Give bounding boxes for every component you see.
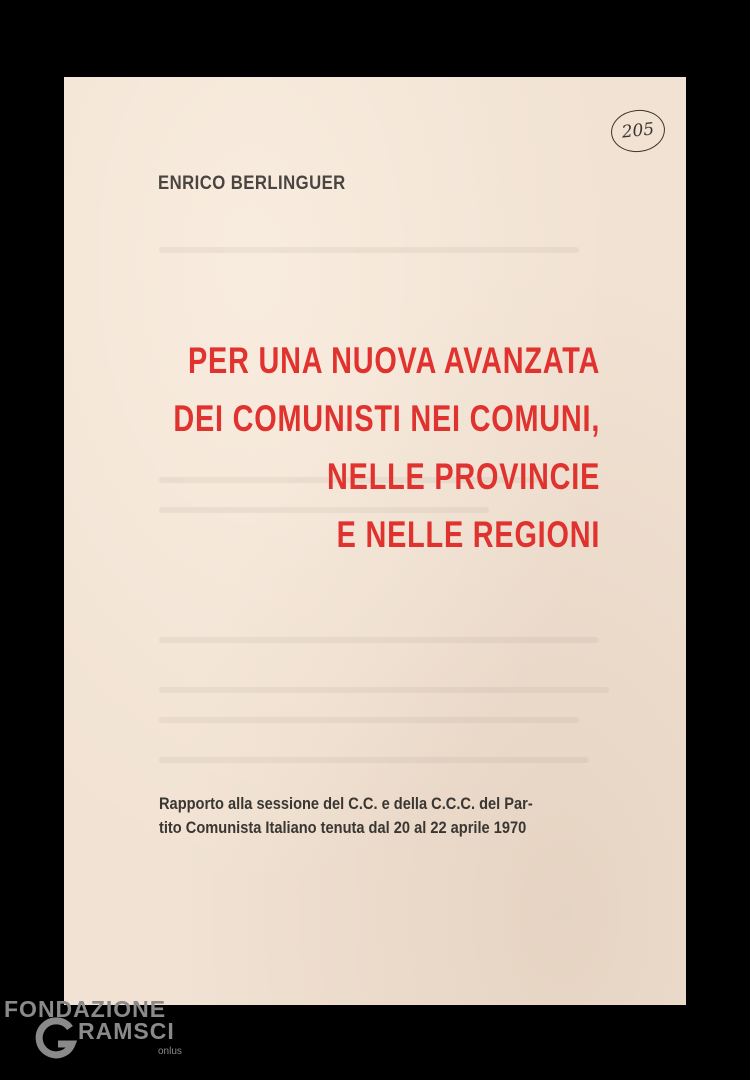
subtitle-line-1: Rapporto alla sessione del C.C. e della C.C.C. del Par- [159,794,533,813]
fondazione-gramsci-watermark [4,996,194,1076]
title-line-3: NELLE PROVINCIE [326,456,600,497]
watermark-line-1: FONDAZIONE [4,996,167,1022]
archive-number-stamp [609,107,667,154]
show-through-text [159,757,589,763]
show-through-text [159,637,599,643]
title-line-1: PER UNA NUOVA AVANZATA [187,340,600,381]
watermark-suffix: onlus [158,1046,182,1057]
title-line-4: E NELLE REGIONI [336,514,600,555]
show-through-text [159,717,579,723]
archive-number: 205 [620,119,656,143]
author-name: ENRICO BERLINGUER [158,173,346,194]
title-line-2: DEI COMUNISTI NEI COMUNI, [173,398,600,439]
show-through-text [159,687,609,693]
show-through-text [159,247,579,253]
document-subtitle [159,792,629,840]
gramsci-g-logo-icon [32,1014,80,1062]
document-title [64,332,600,564]
subtitle-line-2: tito Comunista Italiano tenuta dal 20 al 22 aprile 1970 [159,818,527,837]
watermark-line-2: RAMSCI [78,1018,175,1044]
document-cover [64,77,686,1005]
